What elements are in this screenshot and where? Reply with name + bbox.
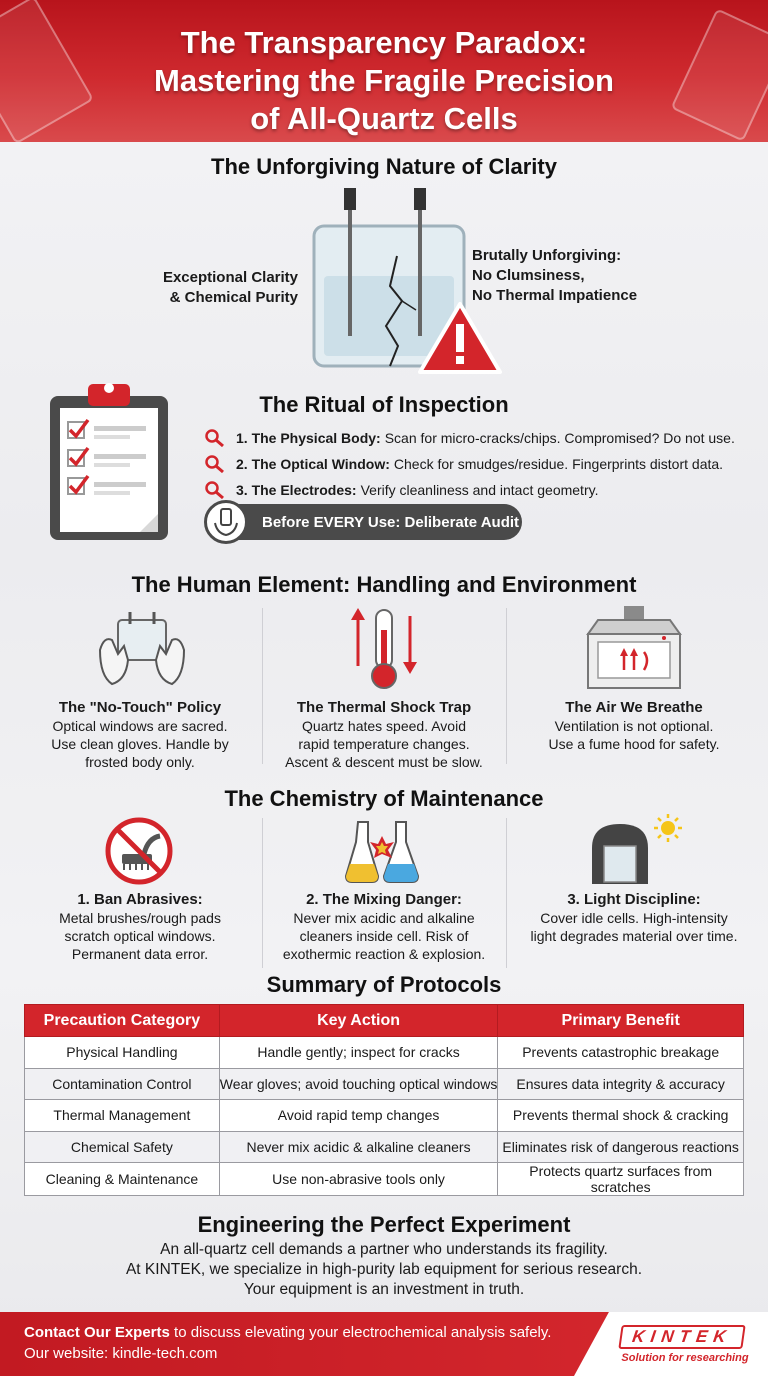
closing-title: Engineering the Perfect Experiment [197,1212,571,1237]
inspection-item-text: Scan for micro-cracks/chips. Compromised? Do not use. [384,430,735,446]
header-banner [0,0,768,142]
table-cell: Prevents catastrophic breakage [498,1037,744,1069]
inspection-item-label: 3. The Electrodes: [236,482,357,498]
thermometer-icon [348,606,420,692]
inspection-title: The Ritual of Inspection [259,392,509,417]
column-title: 2. The Mixing Danger: [306,891,462,908]
table-cell: Prevents thermal shock & cracking [498,1100,744,1132]
contact-experts-link[interactable]: Contact Our Experts [24,1324,170,1341]
logo-tagline: Solution for researching [621,1352,749,1364]
table-cell: Physical Handling [25,1037,220,1069]
inspection-item-label: 1. The Physical Body: [236,430,381,446]
table-header-cell: Precaution Category [25,1005,220,1037]
inspection-list [204,425,744,503]
inspection-item-text: Verify cleanliness and intact geometry. [360,482,599,498]
footer-cta-text: to discuss elevating your electrochemical analysis safely. [169,1324,552,1341]
inspection-item [204,477,744,503]
table-cell: Contamination Control [25,1068,220,1100]
table-cell: Chemical Safety [25,1131,220,1163]
column-text-3: Ascent & descent must be slow. [285,754,483,770]
page-title [0,24,768,138]
maintenance-column-light [506,890,762,945]
table-header-row [25,1005,744,1037]
column-text-2: Use clean gloves. Handle by [51,736,229,752]
footer-cta [24,1324,551,1341]
column-text-2: Use a fume hood for safety. [548,736,720,752]
handling-column-air [506,698,762,753]
table-cell: Ensures data integrity & accuracy [498,1068,744,1100]
column-text-3: Permanent data error. [71,946,209,962]
covered-cell-light-icon [586,812,686,886]
clarity-right-line2: No Clumsiness, [472,267,585,284]
clarity-right-line1: Brutally Unforgiving: [472,247,622,264]
table-header-cell: Primary Benefit [498,1005,744,1037]
clarity-title: The Unforgiving Nature of Clarity [211,154,557,179]
inspection-item-text: Check for smudges/residue. Fingerprints distort data. [393,456,724,472]
inspection-item-label: 2. The Optical Window: [236,456,390,472]
handling-column-thermal [256,698,512,771]
column-text-2: scratch optical windows. [64,928,216,944]
hand-holding-cell-icon [204,500,248,544]
closing-line-1: An all-quartz cell demands a partner who understands its fragility. [160,1241,608,1258]
table-row [25,1068,744,1100]
clarity-left-line2: & Chemical Purity [169,289,298,306]
table-cell: Never mix acidic & alkaline cleaners [219,1131,498,1163]
title-line-1: The Transparency Paradox: [180,25,588,60]
column-text-1: Never mix acidic and alkaline [293,910,475,926]
column-text-2: cleaners inside cell. Risk of [299,928,469,944]
table-row [25,1037,744,1069]
gloved-hands-icon [96,610,188,688]
column-text-3: exothermic reaction & explosion. [282,946,486,962]
table-cell: Eliminates risk of dangerous reactions [498,1131,744,1163]
clarity-right-line3: No Thermal Impatience [472,287,638,304]
column-title: The Air We Breathe [565,699,703,716]
table-cell: Use non-abrasive tools only [219,1163,498,1196]
column-title: The "No-Touch" Policy [58,699,222,716]
kintek-logo: KINTEK [618,1325,745,1349]
column-title: 1. Ban Abrasives: [77,891,203,908]
column-title: 3. Light Discipline: [567,891,701,908]
no-abrasives-icon [104,816,174,886]
maintenance-title: The Chemistry of Maintenance [224,786,544,811]
clarity-benefit-text [140,268,298,308]
column-text-1: Cover idle cells. High-intensity [540,910,728,926]
magnifier-icon [204,481,228,499]
magnifier-icon [204,455,228,473]
mixing-flasks-icon [344,814,420,886]
table-row [25,1100,744,1132]
table-cell: Thermal Management [25,1100,220,1132]
table-cell: Cleaning & Maintenance [25,1163,220,1196]
magnifier-icon [204,429,228,447]
table-cell: Avoid rapid temp changes [219,1100,498,1132]
column-text-2: rapid temperature changes. [298,736,470,752]
maintenance-column-mixing [256,890,512,963]
column-text-1: Ventilation is not optional. [554,718,714,734]
closing-text [0,1240,768,1300]
table-cell: Handle gently; inspect for cracks [219,1037,498,1069]
table-row [25,1131,744,1163]
inspection-item [204,451,744,477]
handling-title: The Human Element: Handling and Environment [131,572,637,597]
closing-line-2: At KINTEK, we specialize in high-purity lab equipment for serious research. [125,1261,643,1278]
clarity-warning-text [472,246,672,306]
column-text-3: frosted body only. [85,754,195,770]
website-link[interactable]: Our website: kindle-tech.com [24,1345,218,1362]
fume-hood-icon [584,604,684,690]
maintenance-column-abrasives [12,890,268,963]
table-header-cell: Key Action [219,1005,498,1037]
column-title: The Thermal Shock Trap [296,699,472,716]
table-cell: Wear gloves; avoid touching optical windows [219,1068,498,1100]
title-line-2: Mastering the Fragile Precision [154,63,614,98]
table-cell: Protects quartz surfaces from scratches [498,1163,744,1196]
column-text-1: Quartz hates speed. Avoid [302,718,466,734]
clarity-left-line1: Exceptional Clarity [162,269,298,286]
table-row [25,1163,744,1196]
summary-title: Summary of Protocols [266,972,502,997]
audit-badge: Before EVERY Use: Deliberate Audit [206,504,522,540]
inspection-item [204,425,744,451]
closing-line-3: Your equipment is an investment in truth. [243,1281,525,1298]
handling-column-notouch [12,698,268,771]
column-text-1: Optical windows are sacred. [52,718,228,734]
title-line-3: of All-Quartz Cells [250,101,518,136]
column-text-2: light degrades material over time. [530,928,738,944]
summary-table [24,1004,744,1196]
column-text-1: Metal brushes/rough pads [59,910,221,926]
